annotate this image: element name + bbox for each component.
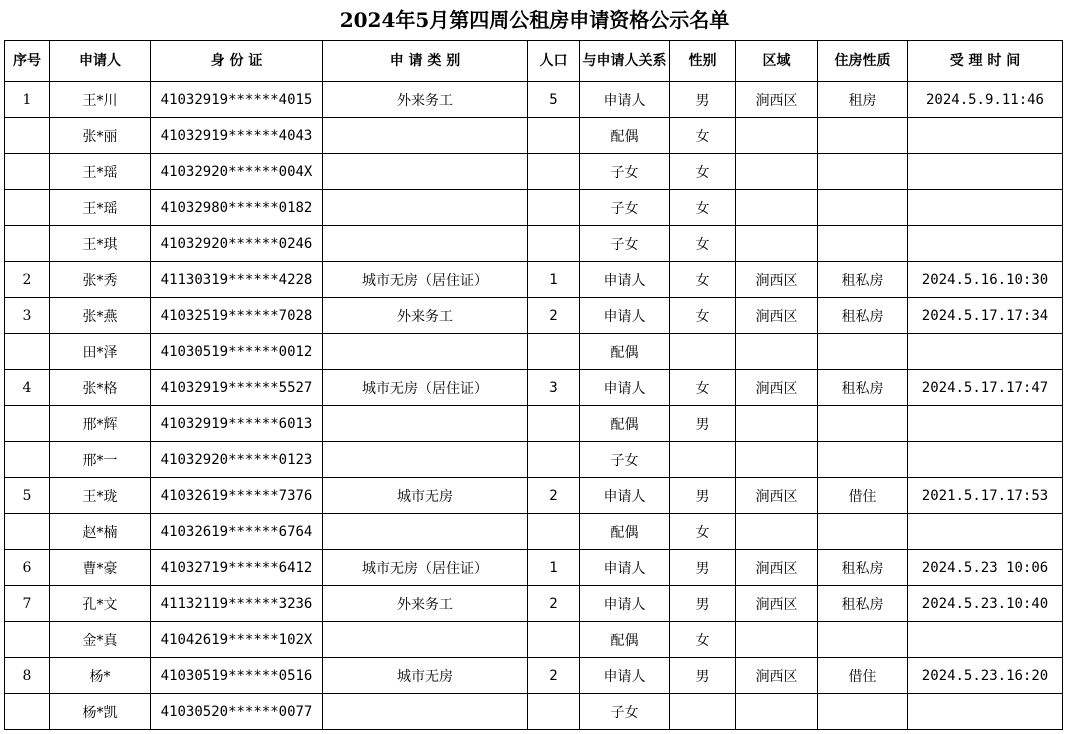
cell-district xyxy=(736,154,818,190)
cell-accept-time xyxy=(908,154,1063,190)
cell-housing xyxy=(818,622,908,658)
cell-category xyxy=(323,190,528,226)
table-row xyxy=(5,154,1063,190)
cell-housing: 租私房 xyxy=(818,370,908,406)
cell-accept-time: 2024.5.9.11:46 xyxy=(908,82,1063,118)
cell-gender: 女 xyxy=(670,154,736,190)
table-row xyxy=(5,262,1063,298)
cell-id-number: 41132119******3236 xyxy=(151,586,323,622)
cell-people: 2 xyxy=(528,658,580,694)
table-row xyxy=(5,82,1063,118)
cell-applicant: 田*泽 xyxy=(50,334,151,370)
cell-applicant: 王*川 xyxy=(50,82,151,118)
cell-relation: 申请人 xyxy=(580,262,670,298)
cell-applicant: 王*瑶 xyxy=(50,154,151,190)
cell-relation: 子女 xyxy=(580,154,670,190)
cell-applicant: 王*珑 xyxy=(50,478,151,514)
cell-seq xyxy=(5,334,50,370)
cell-district: 涧西区 xyxy=(736,658,818,694)
cell-category xyxy=(323,226,528,262)
cell-housing xyxy=(818,226,908,262)
cell-gender: 男 xyxy=(670,406,736,442)
cell-relation: 申请人 xyxy=(580,586,670,622)
cell-applicant: 张*丽 xyxy=(50,118,151,154)
cell-gender: 女 xyxy=(670,190,736,226)
cell-accept-time: 2024.5.23.16:20 xyxy=(908,658,1063,694)
cell-relation: 申请人 xyxy=(580,550,670,586)
cell-id-number: 41030519******0516 xyxy=(151,658,323,694)
header-applicant: 申请人 xyxy=(50,41,151,82)
cell-id-number: 41042619******102X xyxy=(151,622,323,658)
cell-id-number: 41130319******4228 xyxy=(151,262,323,298)
cell-people: 2 xyxy=(528,478,580,514)
cell-category xyxy=(323,334,528,370)
cell-people xyxy=(528,118,580,154)
cell-accept-time xyxy=(908,406,1063,442)
cell-id-number: 41032619******7376 xyxy=(151,478,323,514)
cell-district: 涧西区 xyxy=(736,82,818,118)
header-people: 人口 xyxy=(528,41,580,82)
cell-applicant: 杨* xyxy=(50,658,151,694)
table-row xyxy=(5,370,1063,406)
cell-accept-time xyxy=(908,190,1063,226)
cell-district: 涧西区 xyxy=(736,262,818,298)
cell-accept-time: 2024.5.17.17:47 xyxy=(908,370,1063,406)
header-time: 受 理 时 间 xyxy=(908,41,1063,82)
cell-seq: 2 xyxy=(5,262,50,298)
cell-id-number: 41032719******6412 xyxy=(151,550,323,586)
header-housing: 住房性质 xyxy=(818,41,908,82)
cell-relation: 子女 xyxy=(580,442,670,478)
cell-people: 2 xyxy=(528,586,580,622)
cell-accept-time: 2024.5.23.10:40 xyxy=(908,586,1063,622)
cell-people: 5 xyxy=(528,82,580,118)
cell-people xyxy=(528,622,580,658)
cell-category: 外来务工 xyxy=(323,586,528,622)
cell-accept-time xyxy=(908,442,1063,478)
cell-district: 涧西区 xyxy=(736,478,818,514)
cell-seq: 4 xyxy=(5,370,50,406)
cell-applicant: 赵*楠 xyxy=(50,514,151,550)
cell-applicant: 王*琪 xyxy=(50,226,151,262)
cell-category xyxy=(323,118,528,154)
table-row xyxy=(5,334,1063,370)
cell-district xyxy=(736,190,818,226)
table-row xyxy=(5,298,1063,334)
table-row xyxy=(5,226,1063,262)
cell-gender: 男 xyxy=(670,586,736,622)
cell-gender: 女 xyxy=(670,262,736,298)
cell-applicant: 张*秀 xyxy=(50,262,151,298)
cell-applicant: 邢*辉 xyxy=(50,406,151,442)
header-id: 身 份 证 xyxy=(151,41,323,82)
cell-id-number: 41032920******0123 xyxy=(151,442,323,478)
cell-applicant: 张*格 xyxy=(50,370,151,406)
cell-accept-time xyxy=(908,334,1063,370)
cell-category xyxy=(323,694,528,730)
cell-housing: 租房 xyxy=(818,82,908,118)
cell-category xyxy=(323,406,528,442)
table-row xyxy=(5,586,1063,622)
cell-id-number: 41032920******0246 xyxy=(151,226,323,262)
cell-people xyxy=(528,406,580,442)
cell-applicant: 王*瑶 xyxy=(50,190,151,226)
cell-relation: 申请人 xyxy=(580,658,670,694)
table-body xyxy=(5,82,1063,730)
cell-relation: 申请人 xyxy=(580,82,670,118)
cell-housing xyxy=(818,694,908,730)
cell-gender: 男 xyxy=(670,658,736,694)
cell-id-number: 41030520******0077 xyxy=(151,694,323,730)
cell-district: 涧西区 xyxy=(736,370,818,406)
header-relation: 与申请人关系 xyxy=(580,41,670,82)
cell-applicant: 邢*一 xyxy=(50,442,151,478)
table-row xyxy=(5,190,1063,226)
cell-gender: 女 xyxy=(670,622,736,658)
cell-district xyxy=(736,442,818,478)
cell-people xyxy=(528,154,580,190)
cell-seq xyxy=(5,118,50,154)
cell-gender: 女 xyxy=(670,118,736,154)
cell-seq: 6 xyxy=(5,550,50,586)
cell-gender: 男 xyxy=(670,478,736,514)
cell-gender xyxy=(670,334,736,370)
cell-relation: 子女 xyxy=(580,226,670,262)
cell-category: 城市无房（居住证） xyxy=(323,370,528,406)
cell-applicant: 张*燕 xyxy=(50,298,151,334)
header-category: 申 请 类 别 xyxy=(323,41,528,82)
cell-housing xyxy=(818,442,908,478)
cell-gender: 女 xyxy=(670,514,736,550)
cell-people: 3 xyxy=(528,370,580,406)
cell-housing xyxy=(818,118,908,154)
table-row xyxy=(5,658,1063,694)
cell-people: 1 xyxy=(528,262,580,298)
cell-housing xyxy=(818,514,908,550)
cell-district xyxy=(736,694,818,730)
cell-relation: 子女 xyxy=(580,694,670,730)
cell-accept-time xyxy=(908,226,1063,262)
cell-people: 2 xyxy=(528,298,580,334)
cell-accept-time xyxy=(908,118,1063,154)
table-row xyxy=(5,694,1063,730)
cell-category xyxy=(323,514,528,550)
cell-people xyxy=(528,694,580,730)
cell-gender xyxy=(670,694,736,730)
cell-district xyxy=(736,118,818,154)
cell-id-number: 41030519******0012 xyxy=(151,334,323,370)
cell-district xyxy=(736,406,818,442)
cell-accept-time: 2024.5.23 10:06 xyxy=(908,550,1063,586)
cell-accept-time xyxy=(908,694,1063,730)
cell-id-number: 41032919******4015 xyxy=(151,82,323,118)
cell-category xyxy=(323,154,528,190)
cell-people xyxy=(528,226,580,262)
applicant-table xyxy=(4,40,1063,730)
cell-relation: 子女 xyxy=(580,190,670,226)
cell-category: 城市无房 xyxy=(323,478,528,514)
cell-district: 涧西区 xyxy=(736,298,818,334)
cell-id-number: 41032920******004X xyxy=(151,154,323,190)
cell-relation: 配偶 xyxy=(580,622,670,658)
cell-housing: 租私房 xyxy=(818,262,908,298)
cell-housing xyxy=(818,154,908,190)
cell-seq xyxy=(5,442,50,478)
table-header-row xyxy=(5,41,1063,82)
cell-district xyxy=(736,622,818,658)
cell-accept-time: 2024.5.17.17:34 xyxy=(908,298,1063,334)
cell-relation: 配偶 xyxy=(580,514,670,550)
cell-category: 城市无房 xyxy=(323,658,528,694)
cell-seq xyxy=(5,622,50,658)
cell-id-number: 41032919******5527 xyxy=(151,370,323,406)
table-row xyxy=(5,406,1063,442)
page-title: 2024年5月第四周公租房申请资格公示名单 xyxy=(339,8,730,32)
cell-applicant: 杨*凯 xyxy=(50,694,151,730)
cell-housing: 租私房 xyxy=(818,298,908,334)
cell-housing xyxy=(818,406,908,442)
cell-people: 1 xyxy=(528,550,580,586)
cell-id-number: 41032919******6013 xyxy=(151,406,323,442)
cell-seq xyxy=(5,514,50,550)
cell-category: 城市无房（居住证） xyxy=(323,262,528,298)
cell-seq: 3 xyxy=(5,298,50,334)
cell-gender: 男 xyxy=(670,550,736,586)
cell-housing: 借住 xyxy=(818,478,908,514)
cell-relation: 配偶 xyxy=(580,334,670,370)
cell-category: 城市无房（居住证） xyxy=(323,550,528,586)
cell-people xyxy=(528,190,580,226)
cell-housing xyxy=(818,334,908,370)
header-district: 区域 xyxy=(736,41,818,82)
cell-accept-time xyxy=(908,622,1063,658)
cell-accept-time xyxy=(908,514,1063,550)
cell-people xyxy=(528,442,580,478)
cell-id-number: 41032919******4043 xyxy=(151,118,323,154)
cell-gender: 男 xyxy=(670,82,736,118)
cell-housing: 租私房 xyxy=(818,550,908,586)
cell-accept-time: 2021.5.17.17:53 xyxy=(908,478,1063,514)
cell-applicant: 金*真 xyxy=(50,622,151,658)
cell-housing: 租私房 xyxy=(818,586,908,622)
cell-applicant: 曹*豪 xyxy=(50,550,151,586)
table-row xyxy=(5,514,1063,550)
header-seq: 序号 xyxy=(5,41,50,82)
cell-gender: 女 xyxy=(670,370,736,406)
cell-seq: 7 xyxy=(5,586,50,622)
cell-gender: 女 xyxy=(670,298,736,334)
cell-seq: 1 xyxy=(5,82,50,118)
cell-id-number: 41032619******6764 xyxy=(151,514,323,550)
cell-seq xyxy=(5,226,50,262)
cell-district: 涧西区 xyxy=(736,586,818,622)
header-gender: 性别 xyxy=(670,41,736,82)
cell-id-number: 41032980******0182 xyxy=(151,190,323,226)
table-row xyxy=(5,118,1063,154)
table-row xyxy=(5,622,1063,658)
cell-relation: 申请人 xyxy=(580,478,670,514)
cell-relation: 配偶 xyxy=(580,406,670,442)
cell-category: 外来务工 xyxy=(323,298,528,334)
cell-relation: 申请人 xyxy=(580,370,670,406)
cell-district xyxy=(736,226,818,262)
cell-id-number: 41032519******7028 xyxy=(151,298,323,334)
cell-applicant: 孔*文 xyxy=(50,586,151,622)
cell-relation: 配偶 xyxy=(580,118,670,154)
cell-seq: 5 xyxy=(5,478,50,514)
cell-relation: 申请人 xyxy=(580,298,670,334)
cell-district xyxy=(736,334,818,370)
cell-gender xyxy=(670,442,736,478)
cell-category xyxy=(323,622,528,658)
cell-category: 外来务工 xyxy=(323,82,528,118)
cell-seq xyxy=(5,154,50,190)
cell-accept-time: 2024.5.16.10:30 xyxy=(908,262,1063,298)
cell-gender: 女 xyxy=(670,226,736,262)
cell-district: 涧西区 xyxy=(736,550,818,586)
cell-category xyxy=(323,442,528,478)
cell-district xyxy=(736,514,818,550)
cell-seq xyxy=(5,406,50,442)
table-row xyxy=(5,550,1063,586)
table-row xyxy=(5,442,1063,478)
cell-seq xyxy=(5,694,50,730)
cell-seq: 8 xyxy=(5,658,50,694)
cell-housing xyxy=(818,190,908,226)
cell-people xyxy=(528,334,580,370)
cell-people xyxy=(528,514,580,550)
cell-housing: 借住 xyxy=(818,658,908,694)
table-row xyxy=(5,478,1063,514)
cell-seq xyxy=(5,190,50,226)
